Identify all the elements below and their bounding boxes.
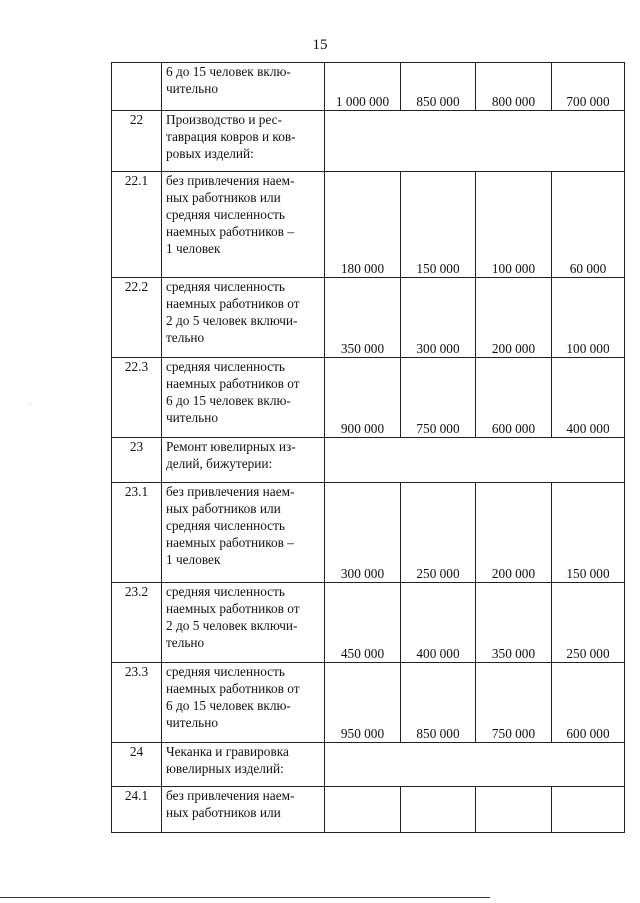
row-description: Чеканка и гравировка ювелирных изделий:	[162, 743, 325, 787]
row-number: 23.3	[112, 663, 162, 743]
rate-value-cell: 600 000	[476, 358, 552, 438]
table-row	[112, 63, 625, 111]
rate-value-cell: 200 000	[476, 483, 552, 583]
row-description: средняя численность наемных работников от 6 до 15 человек вклю- чительно	[162, 358, 325, 438]
rate-value-cell: 700 000	[552, 63, 625, 111]
rate-value-cell: 450 000	[325, 583, 401, 663]
table-row	[112, 111, 625, 172]
empty-merged-cell	[325, 743, 625, 787]
table-body	[112, 63, 625, 833]
rate-value-cell	[325, 787, 401, 833]
rate-value-cell	[552, 787, 625, 833]
rate-value-cell: 750 000	[476, 663, 552, 743]
footer-rule	[0, 897, 490, 898]
rate-value-cell: 180 000	[325, 172, 401, 278]
rate-value-cell: 100 000	[552, 278, 625, 358]
row-number: 23.2	[112, 583, 162, 663]
row-description: Ремонт ювелирных из- делий, бижутерии:	[162, 438, 325, 483]
table-row	[112, 483, 625, 583]
rate-value-cell: 60 000	[552, 172, 625, 278]
row-description: без привлечения наем- ных работников или	[162, 787, 325, 833]
row-number: 22.2	[112, 278, 162, 358]
empty-merged-cell	[325, 438, 625, 483]
scan-speck	[30, 403, 31, 404]
rate-value-cell: 150 000	[552, 483, 625, 583]
rate-value-cell: 250 000	[401, 483, 476, 583]
table-row	[112, 172, 625, 278]
row-description: Производство и рес- таврация ковров и ков- ровых изделий:	[162, 111, 325, 172]
table-row	[112, 358, 625, 438]
rate-value-cell: 800 000	[476, 63, 552, 111]
table-row	[112, 583, 625, 663]
row-number: 24.1	[112, 787, 162, 833]
rate-value-cell: 400 000	[401, 583, 476, 663]
page-number: 15	[312, 37, 328, 53]
rate-value-cell: 600 000	[552, 663, 625, 743]
rate-value-cell: 150 000	[401, 172, 476, 278]
rate-value-cell: 300 000	[401, 278, 476, 358]
rate-value-cell: 350 000	[476, 583, 552, 663]
table-row	[112, 663, 625, 743]
rate-value-cell	[401, 787, 476, 833]
rate-value-cell: 900 000	[325, 358, 401, 438]
rate-value-cell	[476, 787, 552, 833]
row-description: 6 до 15 человек вклю- чительно	[162, 63, 325, 111]
row-description: средняя численность наемных работников от 2 до 5 человек включи- тельно	[162, 583, 325, 663]
row-description: без привлечения наем- ных работников или средняя численность наемных работников – 1 человек	[162, 172, 325, 278]
rate-value-cell: 250 000	[552, 583, 625, 663]
row-number: 23	[112, 438, 162, 483]
rate-value-cell: 850 000	[401, 663, 476, 743]
row-number	[112, 63, 162, 111]
rate-value-cell: 1 000 000	[325, 63, 401, 111]
row-number: 22.1	[112, 172, 162, 278]
empty-merged-cell	[325, 111, 625, 172]
rate-value-cell: 750 000	[401, 358, 476, 438]
rate-value-cell: 400 000	[552, 358, 625, 438]
table-row	[112, 787, 625, 833]
table-row	[112, 438, 625, 483]
rate-value-cell: 300 000	[325, 483, 401, 583]
row-description: без привлечения наем- ных работников или средняя численность наемных работников – 1 человек	[162, 483, 325, 583]
table-row	[112, 278, 625, 358]
row-number: 22.3	[112, 358, 162, 438]
tax-rate-table	[111, 62, 625, 833]
row-number: 24	[112, 743, 162, 787]
rate-value-cell: 100 000	[476, 172, 552, 278]
rate-value-cell: 850 000	[401, 63, 476, 111]
rate-value-cell: 950 000	[325, 663, 401, 743]
row-description: средняя численность наемных работников от 6 до 15 человек вклю- чительно	[162, 663, 325, 743]
rate-value-cell: 350 000	[325, 278, 401, 358]
row-number: 23.1	[112, 483, 162, 583]
row-number: 22	[112, 111, 162, 172]
table-row	[112, 743, 625, 787]
rate-value-cell: 200 000	[476, 278, 552, 358]
row-description: средняя численность наемных работников от 2 до 5 человек включи- тельно	[162, 278, 325, 358]
